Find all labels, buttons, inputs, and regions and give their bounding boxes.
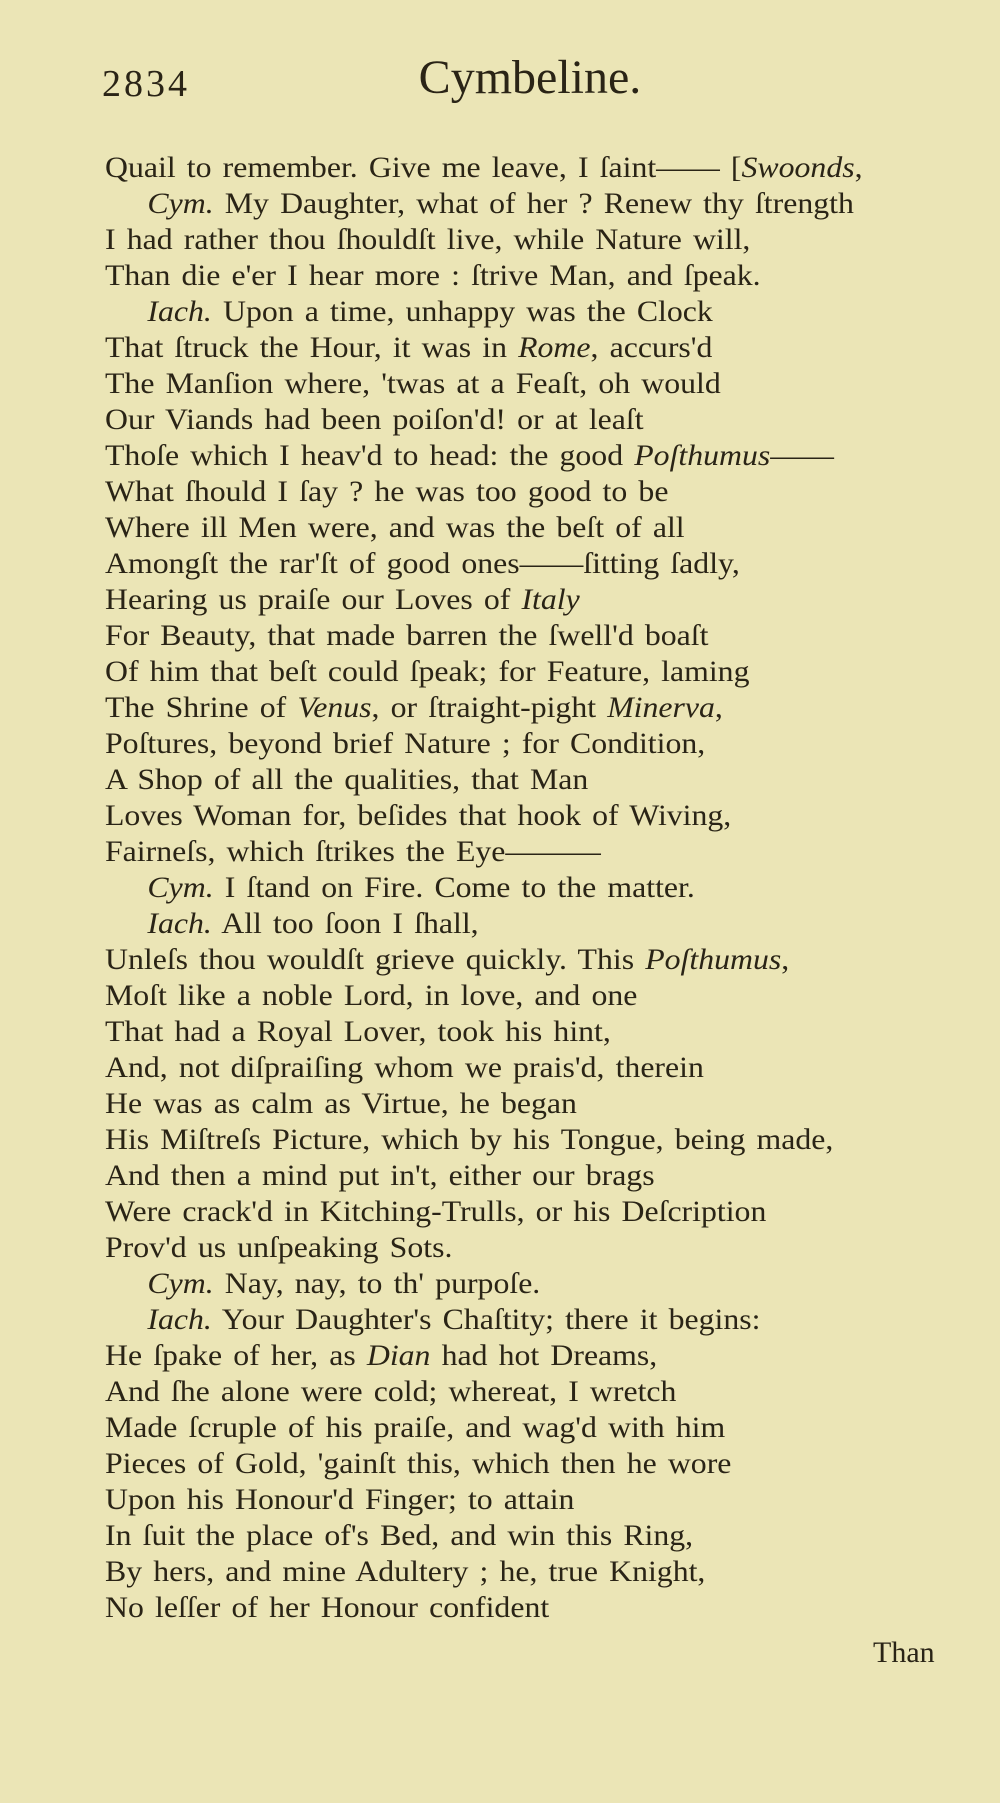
text-segment: The Shrine of [105, 691, 298, 724]
text-segment: , [714, 691, 723, 724]
italic-text: Cym. [147, 1267, 214, 1300]
text-line [105, 1122, 1000, 1158]
text-line [105, 546, 1000, 582]
page-number: 2834 [102, 63, 190, 105]
text-line [105, 1482, 1000, 1518]
text-line [105, 366, 1000, 402]
text-line [105, 1230, 1000, 1266]
italic-text: Dian [366, 1339, 431, 1372]
text-segment: Your Daughter's Chaſtity; there it begins: [211, 1303, 761, 1336]
text-line [105, 474, 1000, 510]
text-segment: All too ſoon I ſhall, [211, 907, 479, 940]
text-line [105, 402, 1000, 438]
text-segment: Our Viands had been poiſon'd! or at leaſt [105, 403, 644, 436]
text-segment: And then a mind put in't, either our brags [105, 1159, 655, 1192]
text-line [105, 906, 1000, 942]
italic-text: Cym. [147, 187, 214, 220]
text-line [105, 1446, 1000, 1482]
italic-text: Poſthumus [645, 943, 782, 976]
text-line [105, 1410, 1000, 1446]
text-line [105, 1194, 1000, 1230]
text-line [105, 330, 1000, 366]
text-segment: , accurs'd [590, 331, 713, 364]
text-line [105, 186, 1000, 222]
text-line [105, 1518, 1000, 1554]
text-line [105, 258, 1000, 294]
verse-text [105, 150, 985, 1626]
text-segment: Quail to remember. Give me leave, I ſaint—— [ [105, 151, 742, 184]
text-line [105, 654, 1000, 690]
text-segment: For Beauty, that made barren the ſwell'd boaſt [105, 619, 709, 652]
text-segment: Than die e'er I hear more : ſtrive Man, and ſpeak. [105, 259, 761, 292]
catchword: Than [873, 1636, 935, 1669]
text-line [105, 1302, 1000, 1338]
text-line [105, 222, 1000, 258]
text-line [105, 978, 1000, 1014]
text-segment: Loves Woman for, beſides that hook of Wiving, [105, 799, 732, 832]
text-line [105, 690, 1000, 726]
text-line [105, 1338, 1000, 1374]
text-segment: Unleſs thou wouldſt grieve quickly. This [105, 943, 646, 976]
text-segment: Where ill Men were, and was the beſt of all [105, 511, 685, 544]
italic-text: Rome [518, 331, 591, 364]
text-segment: Thoſe which I heav'd to head: the good [105, 439, 635, 472]
text-line [105, 294, 1000, 330]
italic-text: Italy [521, 583, 580, 616]
text-line [105, 510, 1000, 546]
text-segment: , or ſtraight-pight [371, 691, 608, 724]
text-segment: Made ſcruple of his praiſe, and wag'd with him [105, 1411, 726, 1444]
text-line [105, 618, 1000, 654]
text-segment: No leſſer of her Honour confident [105, 1591, 550, 1624]
text-segment: I had rather thou ſhouldſt live, while Nature will, [105, 223, 751, 256]
text-segment: , [854, 151, 863, 184]
text-segment: In ſuit the place of's Bed, and win this Ring, [105, 1519, 694, 1552]
text-segment: And, not diſpraiſing whom we prais'd, therein [105, 1051, 704, 1084]
text-segment: He ſpake of her, as [105, 1339, 367, 1372]
italic-text: Iach. [147, 295, 212, 328]
text-segment: —— [770, 439, 834, 472]
italic-text: Minerva [607, 691, 715, 724]
text-segment: A Shop of all the qualities, that Man [105, 763, 589, 796]
text-segment: That had a Royal Lover, took his hint, [105, 1015, 611, 1048]
text-line [105, 726, 1000, 762]
running-title: Cymbeline. [418, 51, 642, 104]
text-segment: What ſhould I ſay ? he was too good to be [105, 475, 669, 508]
italic-text: Iach. [147, 907, 212, 940]
italic-text: Swoonds [741, 151, 855, 184]
text-line [105, 762, 1000, 798]
text-segment: His Miſtreſs Picture, which by his Tongue, being made, [105, 1123, 834, 1156]
italic-text: Iach. [147, 1303, 212, 1336]
text-line [105, 1050, 1000, 1086]
text-line [105, 870, 1000, 906]
text-segment: I ſtand on Fire. Come to the matter. [213, 871, 695, 904]
text-line [105, 1590, 1000, 1626]
text-segment: Fairneſs, which ſtrikes the Eye——— [105, 835, 601, 868]
text-line [105, 1086, 1000, 1122]
italic-text: Poſthumus [634, 439, 771, 472]
text-segment: That ſtruck the Hour, it was in [105, 331, 519, 364]
text-segment: had hot Dreams, [430, 1339, 658, 1372]
text-line [105, 942, 1000, 978]
text-segment: Hearing us praiſe our Loves of [105, 583, 522, 616]
text-line [105, 438, 1000, 474]
text-segment: Of him that beſt could ſpeak; for Feature, laming [105, 655, 750, 688]
text-segment: Nay, nay, to th' purpoſe. [213, 1267, 541, 1300]
italic-text: Cym. [147, 871, 214, 904]
text-line [105, 150, 1000, 186]
text-line [105, 1554, 1000, 1590]
text-segment: My Daughter, what of her ? Renew thy ſtrength [213, 187, 854, 220]
text-segment: He was as calm as Virtue, he began [105, 1087, 577, 1120]
text-segment: Poſtures, beyond brief Nature ; for Condition, [105, 727, 706, 760]
text-line [105, 798, 1000, 834]
text-segment: By hers, and mine Adultery ; he, true Knight, [105, 1555, 706, 1588]
text-segment: Pieces of Gold, 'gainſt this, which then he wore [105, 1447, 732, 1480]
text-line [105, 1158, 1000, 1194]
text-line [105, 834, 1000, 870]
text-segment: Prov'd us unſpeaking Sots. [105, 1231, 453, 1264]
text-segment: , [781, 943, 790, 976]
text-segment: Moſt like a noble Lord, in love, and one [105, 979, 638, 1012]
italic-text: Venus [297, 691, 372, 724]
text-line [105, 1014, 1000, 1050]
text-line [105, 1266, 1000, 1302]
text-segment: Upon his Honour'd Finger; to attain [105, 1483, 575, 1516]
text-segment: Upon a time, unhappy was the Clock [211, 295, 713, 328]
text-segment: And ſhe alone were cold; whereat, I wretch [105, 1375, 677, 1408]
text-segment: Amongſt the rar'ſt of good ones——ſitting ſadly, [105, 547, 740, 580]
text-segment: Were crack'd in Kitching-Trulls, or his Deſcription [105, 1195, 767, 1228]
text-segment: The Manſion where, 'twas at a Feaſt, oh would [105, 367, 721, 400]
text-line [105, 582, 1000, 618]
text-line [105, 1374, 1000, 1410]
